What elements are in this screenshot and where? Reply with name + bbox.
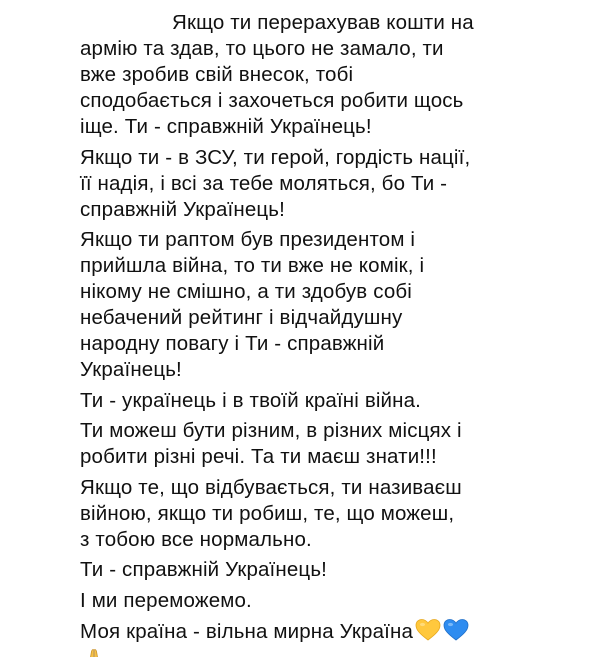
text-line: вже зробив свій внесок, тобі xyxy=(80,63,354,86)
text-line: Ти - справжній Українець! xyxy=(80,558,327,581)
paragraph-9 xyxy=(80,618,580,657)
text-line: І ми переможемо. xyxy=(80,588,252,612)
final-line xyxy=(80,618,580,645)
paragraph-4 xyxy=(80,388,580,414)
blue-heart-icon xyxy=(443,618,469,642)
paragraph-8 xyxy=(80,588,580,614)
paragraph-3 xyxy=(80,227,580,383)
text-line: Ти можеш бути різним, в різних місцях і xyxy=(80,419,462,442)
text-line: її надія, і всі за тебе моляться, бо Ти - xyxy=(80,171,448,195)
text-line: війною, якщо ти робиш, те, що можеш, xyxy=(80,501,455,525)
paragraph-7 xyxy=(80,557,580,583)
text-line: армію та здав, то цього не замало, ти xyxy=(80,37,444,60)
text-line: прийшла війна, то ти вже не комік, і xyxy=(80,254,425,277)
text-line: Ти - українець і в твоїй країні війна. xyxy=(80,388,422,412)
prayer-line xyxy=(80,647,580,657)
paragraph-5 xyxy=(80,418,580,470)
folded-hands-icon xyxy=(82,647,106,657)
text-line: Якщо ти - в ЗСУ, ти герой, гордість нації, xyxy=(80,145,471,169)
text-line: справжній Українець! xyxy=(80,197,285,221)
yellow-heart-icon xyxy=(415,618,441,642)
text-line: Якщо те, що відбувається, ти називаєш xyxy=(80,475,462,499)
text-line: Моя країна - вільна мирна Україна xyxy=(80,620,414,643)
text-line: Українець! xyxy=(80,358,182,381)
text-line: небачений рейтинг і відчайдушну xyxy=(80,306,403,329)
text-line: робити різні речі. Та ти маєш знати!!! xyxy=(80,445,437,468)
paragraph-2 xyxy=(80,145,580,223)
text-line: Якщо ти перерахував кошти на xyxy=(172,11,474,34)
text-line: іще. Ти - справжній Українець! xyxy=(80,115,372,138)
post-text xyxy=(80,10,580,657)
text-line: народну повагу і Ти - справжній xyxy=(80,332,385,355)
text-line: з тобою все нормально. xyxy=(80,527,312,551)
text-line: нікому не смішно, а ти здобув собі xyxy=(80,280,412,303)
paragraph-6 xyxy=(80,475,580,553)
text-line: Якщо ти раптом був президентом і xyxy=(80,228,416,251)
text-line: сподобається і захочеться робити щось xyxy=(80,89,464,112)
paragraph-1 xyxy=(80,10,580,140)
